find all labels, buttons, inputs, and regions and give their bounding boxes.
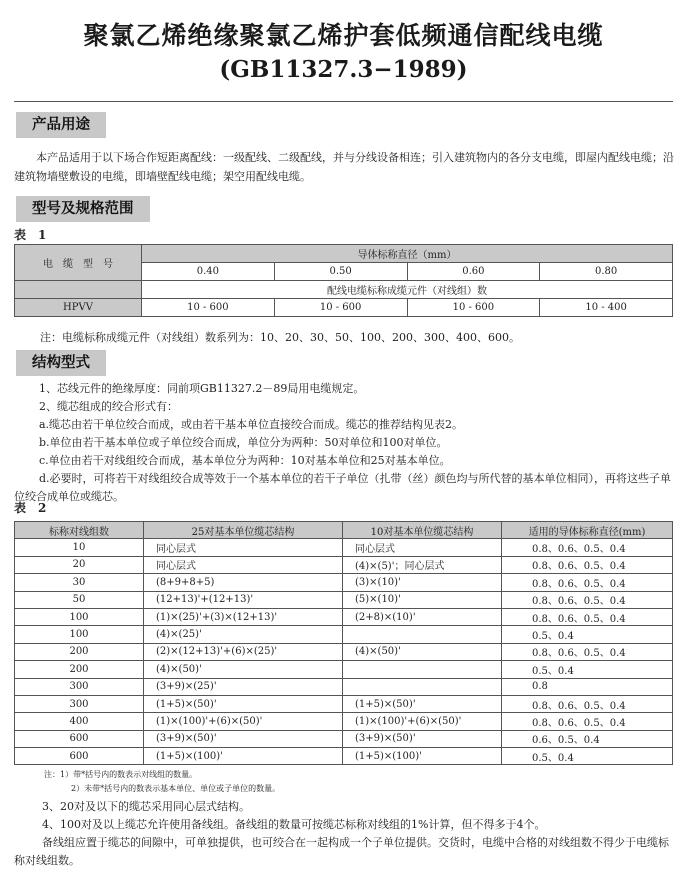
- structure-item: b.单位由若干基本单位或子单位绞合而成，单位分为两种：50对单位和100对单位。: [39, 436, 448, 449]
- table-cell: (1+5)×(100)': [144, 748, 343, 765]
- table1: [14, 244, 673, 317]
- table-cell: (1+5)×(50)': [144, 695, 343, 712]
- table2-body: [15, 539, 673, 765]
- table-cell: [343, 661, 502, 678]
- table-cell: (3)×(10)': [343, 574, 502, 591]
- table-cell: (4)×(25)': [144, 626, 343, 643]
- table-cell: (8+9+8+5): [144, 574, 343, 591]
- table1-pairs-header: 配线电缆标称成缆元件（对线组）数: [142, 281, 673, 299]
- table-cell: 0.8、0.6、0.5、0.4: [502, 556, 673, 573]
- table-cell: (4)×(50)': [144, 661, 343, 678]
- page-title: 聚氯乙烯绝缘聚氯乙烯护套低频通信配线电缆: [83, 21, 604, 50]
- table1-note: 注：电缆标称成缆元件（对线组）数系列为：10、20、30、50、100、200、300、400、600。: [40, 331, 520, 344]
- table-row: [15, 678, 673, 695]
- usage-paragraph: 本产品适用于以下场合作短距离配线：一级配线、二级配线，并与分线设备相连；引入建筑物内的各分支电缆，即屋内配线电缆；沿建筑物墙壁敷设的电缆，即墙壁配线电缆；架空用配线电缆。: [14, 151, 674, 183]
- table1-diameter: 0.60: [407, 263, 540, 281]
- table-row: [15, 643, 673, 660]
- table-row: [15, 748, 673, 765]
- structure-item: 2、缆芯组成的绞合形式有：: [39, 400, 178, 413]
- table2-header: 适用的导体标称直径(mm): [502, 522, 673, 539]
- table1-spacer: [15, 281, 142, 299]
- table-cell: 100: [15, 608, 144, 625]
- table1-diameter-header: 导体标称直径（mm）: [142, 245, 673, 263]
- table2-note: 注：1）带*括号内的数表示对线组的数量。: [44, 770, 198, 779]
- table2-note: 2）未带*括号内的数表示基本单位、单位或子单位的数量。: [71, 784, 281, 793]
- table-cell: (1+5)×(100)': [343, 748, 502, 765]
- table1-range: 10 - 600: [142, 299, 275, 317]
- table2: [14, 521, 673, 765]
- table-cell: 0.5、0.4: [502, 661, 673, 678]
- structure-item: a.缆芯由若干单位绞合而成，或由若干基本单位直接绞合而成。缆芯的推荐结构见表2。: [39, 418, 464, 431]
- table-cell: 0.8、0.6、0.5、0.4: [502, 713, 673, 730]
- table-cell: (5)×(10)': [343, 591, 502, 608]
- table-cell: 0.8、0.6、0.5、0.4: [502, 539, 673, 556]
- table-cell: (12+13)'+(12+13)': [144, 591, 343, 608]
- table1-label: 表 1: [14, 228, 47, 242]
- standard-code: (GB11327.3−1989): [219, 56, 468, 83]
- table2-header: 10对基本单位缆芯结构: [343, 522, 502, 539]
- section-structure-heading: 结构型式: [16, 350, 106, 376]
- table2-header: 25对基本单位缆芯结构: [144, 522, 343, 539]
- structure-item: d.必要时，可将若干对线组绞合成等效于一个基本单位的若干子单位（扎带（丝）颜色均与所代替的基本单位相同），再将这些子单位绞合成单位或缆芯。: [14, 472, 672, 503]
- table-row: [15, 713, 673, 730]
- table1-diameter: 0.40: [142, 263, 275, 281]
- table-cell: 0.5、0.4: [502, 748, 673, 765]
- table-row: [15, 574, 673, 591]
- table-cell: 0.8、0.6、0.5、0.4: [502, 574, 673, 591]
- table-row: [15, 556, 673, 573]
- structure-item: 1、芯线元件的绝缘厚度：同前项GB11327.2－89局用电缆规定。: [39, 382, 365, 395]
- table-cell: 0.8、0.6、0.5、0.4: [502, 643, 673, 660]
- structure-item: c.单位由若干对线组绞合而成，基本单位分为两种：10对基本单位和25对基本单位。: [39, 454, 451, 467]
- table2-label: 表 2: [14, 501, 47, 515]
- tail-item: 备线组应置于缆芯的间隙中，可单独提供，也可绞合在一起构成一个子单位提供。交货时，电缆中合格的对线组数不得少于电缆标称对线组数。: [14, 836, 669, 867]
- table-cell: 300: [15, 695, 144, 712]
- table-cell: 同心层式: [144, 539, 343, 556]
- table-cell: 10: [15, 539, 144, 556]
- table2-header: 标称对线组数: [15, 522, 144, 539]
- table-cell: 600: [15, 730, 144, 747]
- table-cell: (2+8)×(10)': [343, 608, 502, 625]
- table-cell: 0.8、0.6、0.5、0.4: [502, 608, 673, 625]
- section-model-heading: 型号及规格范围: [16, 196, 150, 222]
- table-cell: 600: [15, 748, 144, 765]
- table-cell: 100: [15, 626, 144, 643]
- tail-list: [14, 798, 674, 870]
- table-row: [15, 730, 673, 747]
- table-cell: (1)×(100)'+(6)×(50)': [144, 713, 343, 730]
- structure-list: [14, 380, 674, 506]
- table-cell: (3+9)×(50)': [343, 730, 502, 747]
- table-cell: 200: [15, 643, 144, 660]
- divider: [14, 101, 673, 102]
- table1-model: HPVV: [15, 299, 142, 317]
- table-cell: (3+9)×(50)': [144, 730, 343, 747]
- table-row: [15, 539, 673, 556]
- table-row: [15, 695, 673, 712]
- table-cell: (3+9)×(25)': [144, 678, 343, 695]
- table-cell: (1+5)×(50)': [343, 695, 502, 712]
- table-cell: (2)×(12+13)'+(6)×(25)': [144, 643, 343, 660]
- table-cell: 400: [15, 713, 144, 730]
- table-cell: [343, 678, 502, 695]
- table-cell: 同心层式: [144, 556, 343, 573]
- table-cell: (1)×(25)'+(3)×(12+13)': [144, 608, 343, 625]
- table-cell: 同心层式: [343, 539, 502, 556]
- table-cell: 30: [15, 574, 144, 591]
- table-cell: 0.8: [502, 678, 673, 695]
- tail-item: 4、100对及以上缆芯允许使用备线组。备线组的数量可按缆芯标称对线组的1%计算，但不得多于4个。: [42, 818, 546, 831]
- table-row: [15, 626, 673, 643]
- table1-range: 10 - 600: [274, 299, 407, 317]
- table-cell: 200: [15, 661, 144, 678]
- table-cell: 0.8、0.6、0.5、0.4: [502, 591, 673, 608]
- table-cell: (4)×(5)'；同心层式: [343, 556, 502, 573]
- table-cell: (4)×(50)': [343, 643, 502, 660]
- table1-range: 10 - 400: [540, 299, 673, 317]
- section-usage-heading: 产品用途: [16, 112, 106, 138]
- tail-item: 3、20对及以下的缆芯采用同心层式结构。: [42, 800, 250, 813]
- table-cell: 0.8、0.6、0.5、0.4: [502, 695, 673, 712]
- table-cell: 300: [15, 678, 144, 695]
- table-row: [15, 661, 673, 678]
- table-cell: [343, 626, 502, 643]
- table1-range: 10 - 600: [407, 299, 540, 317]
- table-cell: (1)×(100)'+(6)×(50)': [343, 713, 502, 730]
- table-cell: 0.6、0.5、0.4: [502, 730, 673, 747]
- table-cell: 50: [15, 591, 144, 608]
- table-row: [15, 608, 673, 625]
- table1-diameter: 0.80: [540, 263, 673, 281]
- table1-row-header: 电 缆 型 号: [15, 245, 142, 281]
- table-cell: 20: [15, 556, 144, 573]
- table1-diameter: 0.50: [274, 263, 407, 281]
- table-row: [15, 591, 673, 608]
- table-cell: 0.5、0.4: [502, 626, 673, 643]
